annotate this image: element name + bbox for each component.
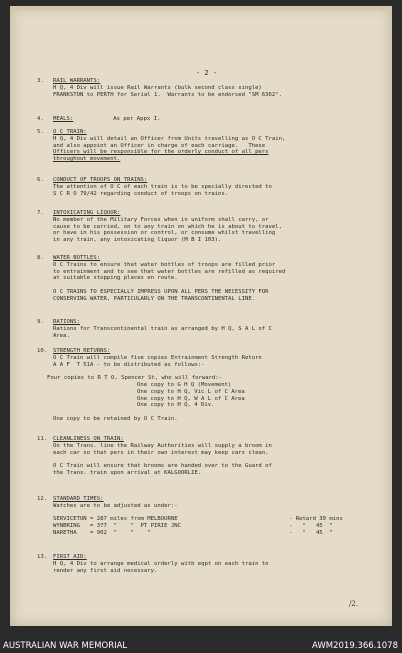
section-body bbox=[53, 129, 380, 163]
body-line: cause to be carried, on to any train on which he is about to travel, bbox=[53, 223, 283, 230]
section-body bbox=[53, 210, 380, 244]
spacer-cell bbox=[211, 523, 289, 530]
body-line: O C Train will ensure that brooms are handed over to the Guard of bbox=[53, 463, 272, 470]
standard-time-row bbox=[53, 523, 380, 530]
section-body bbox=[47, 348, 380, 423]
body-line: H Q, 4 Div will issue Rail Warrants (bulk second class single) bbox=[53, 84, 262, 91]
section-heading bbox=[53, 496, 380, 503]
section-body bbox=[53, 436, 380, 477]
body-line: Watches are to be adjusted as under:- bbox=[53, 502, 178, 509]
section-number: 4. bbox=[37, 116, 44, 122]
body-line: CONSERVING WATER, PARTICULARLY ON THE TRANSCONTINENTAL LINE. bbox=[53, 295, 256, 302]
section-heading bbox=[53, 78, 380, 85]
body-line: Officers will be responsible for the orderly conduct of all pers bbox=[53, 149, 269, 156]
body-line bbox=[53, 368, 380, 375]
body-line: and also appoint an Officer in charge of each carriage. These bbox=[53, 142, 266, 149]
section-heading bbox=[53, 255, 380, 262]
spacer bbox=[53, 510, 380, 517]
section-number: 10. bbox=[37, 348, 48, 354]
body-line: O C Train will compile five copies Entrainment Strength Return bbox=[53, 354, 262, 361]
heading-value: As per Appx I. bbox=[113, 116, 161, 122]
section-body bbox=[53, 496, 380, 537]
time-adjustment: - " 45 " bbox=[289, 523, 333, 530]
document-page bbox=[10, 6, 392, 626]
distribution-copy-line: One copy to H Q, W A L of C Area bbox=[137, 395, 245, 402]
body-line bbox=[53, 282, 380, 289]
standard-time-row bbox=[53, 516, 380, 523]
body-line: FRANKSTON to PERTH for Serial 1. Warrants to be endorsed "SM 6362". bbox=[53, 91, 283, 98]
section-13 bbox=[37, 554, 380, 574]
body-line bbox=[53, 409, 380, 416]
heading-text: O C TRAIN: bbox=[53, 129, 87, 135]
body-line: in any train, any intoxicating liquor (M B I 103). bbox=[53, 237, 222, 244]
body-line: Rations for Transcontinental train as arranged by H Q, S A L of C bbox=[53, 325, 272, 332]
body-line: Four copies to R T O, Spencer St, who will forward:- bbox=[47, 375, 223, 382]
section-heading bbox=[53, 210, 380, 217]
body-line bbox=[53, 456, 380, 463]
body-line: to entrainment and to see that water bottles are refilled as required bbox=[53, 268, 286, 275]
section-7 bbox=[37, 210, 380, 244]
time-adjustment: - Retard 30 mins bbox=[289, 516, 343, 523]
station-distance: SERVICETON = 287 miles from MELBOURNE bbox=[53, 516, 178, 523]
heading-text: WATER BOTTLES: bbox=[53, 255, 101, 261]
body-line: at suitable stopping places en route. bbox=[53, 275, 178, 282]
section-number: 11. bbox=[37, 436, 48, 442]
body-line: O C TRAINS TO ESPECIALLY IMPRESS UPON ALL PERS THE NECESSITY FOR bbox=[53, 288, 269, 295]
section-body bbox=[53, 116, 380, 123]
body-line: Area. bbox=[53, 332, 70, 339]
body-line: render any first aid necessary. bbox=[53, 567, 158, 574]
section-8 bbox=[37, 255, 380, 303]
distribution-copy-line: One copy to H Q, Vic L of C Area bbox=[137, 388, 245, 395]
section-body bbox=[53, 177, 380, 197]
station-distance: WYNBRING = 377 " " PT PIRIE JNC bbox=[53, 523, 181, 530]
body-line: O C Trains to ensure that water bottles of troops are filled prior bbox=[53, 261, 276, 268]
section-number: 9. bbox=[37, 319, 44, 325]
section-12 bbox=[37, 496, 380, 537]
section-3 bbox=[37, 78, 380, 98]
section-6 bbox=[37, 177, 380, 197]
heading-text: STANDARD TIMES: bbox=[53, 496, 104, 502]
body-line: or have in his possession or control, or consume whilst travelling bbox=[53, 230, 276, 237]
section-number: 6. bbox=[37, 177, 44, 183]
standard-time-row bbox=[53, 530, 380, 537]
body-line: H Q, 4 Div to arrange medical orderly with eqpt on each train to bbox=[53, 560, 269, 567]
section-9 bbox=[37, 319, 380, 339]
spacer-cell bbox=[211, 530, 289, 537]
body-line: The attention of O C of each train is to be specially directed to bbox=[53, 183, 272, 190]
section-heading bbox=[53, 319, 380, 326]
section-5 bbox=[37, 129, 380, 163]
archive-caption: AUSTRALIAN WAR MEMORIAL bbox=[3, 641, 128, 651]
heading-text: MEALS: bbox=[53, 116, 74, 122]
section-heading bbox=[53, 116, 380, 123]
station-distance: NARETHA = 902 " " " bbox=[53, 529, 151, 536]
section-10 bbox=[37, 348, 380, 423]
accession-number: AWM2019.366.1078 bbox=[312, 641, 398, 651]
heading-text: CONDUCT OF TROOPS ON TRAINS: bbox=[53, 177, 148, 183]
body-line: each car so that pers in their own interest may keep cars clean. bbox=[53, 449, 269, 456]
section-number: 8. bbox=[37, 255, 44, 261]
section-number: 3. bbox=[37, 78, 44, 84]
section-body bbox=[53, 319, 380, 339]
heading-text: STRENGTH RETURNS: bbox=[53, 348, 111, 354]
section-heading bbox=[53, 436, 380, 443]
body-line: No member of the Military Forces when in uniform shall carry, or bbox=[53, 216, 269, 223]
heading-text: CLEANLINESS ON TRAIN: bbox=[53, 436, 124, 442]
body-line: the Trans. train upon arrival at KALGOORLIE. bbox=[53, 469, 202, 476]
section-number: 12. bbox=[37, 496, 48, 502]
heading-text: INTOXICATING LIQUOR: bbox=[53, 210, 121, 216]
section-number: 5. bbox=[37, 129, 44, 135]
heading-text: FIRST AID: bbox=[53, 554, 87, 560]
heading-text: RATIONS: bbox=[53, 319, 80, 325]
section-heading bbox=[53, 177, 380, 184]
body-line: S C R O 79/42 regarding conduct of troops on trains. bbox=[53, 190, 229, 197]
spacer-cell bbox=[211, 516, 289, 523]
section-body bbox=[53, 554, 380, 574]
time-adjustment: - " 45 " bbox=[289, 529, 333, 536]
distribution-copy-line: One copy to G H Q (Movement) bbox=[137, 381, 232, 388]
section-heading bbox=[53, 129, 380, 136]
continuation-mark: /2. bbox=[348, 600, 358, 608]
section-number: 13. bbox=[37, 554, 48, 560]
body-line: On the Trans. line the Railway Authorities will supply a broom in bbox=[53, 442, 272, 449]
body-line: A A F T 51A - to be distributed as follows:- bbox=[53, 361, 205, 368]
section-body bbox=[53, 255, 380, 303]
body-line: H Q, 4 Div will detail an Officer from Units travelling as O C Train, bbox=[53, 135, 286, 142]
section-heading bbox=[53, 348, 380, 355]
section-11 bbox=[37, 436, 380, 477]
distribution-copy-line: One copy to H Q, 4 Div. bbox=[137, 402, 215, 409]
body-line: One copy to be retained by O C Train. bbox=[53, 415, 178, 422]
section-heading bbox=[53, 554, 380, 561]
heading-text: RAIL WARRANTS: bbox=[53, 78, 101, 84]
page-number: - 2 - bbox=[196, 69, 218, 77]
section-number: 7. bbox=[37, 210, 44, 216]
section-body bbox=[53, 78, 380, 98]
body-line: throughout movement. bbox=[53, 156, 121, 163]
section-4 bbox=[37, 116, 380, 123]
